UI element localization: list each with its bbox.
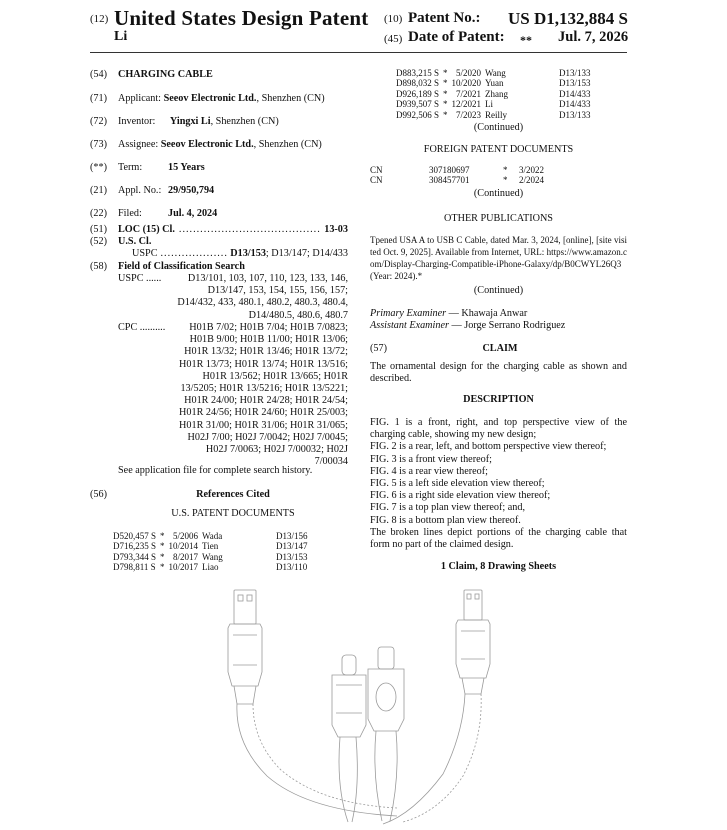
ref-cls: D13/110 [276, 562, 308, 573]
inventor-surname: Li [114, 29, 128, 44]
cpc-class-line: H01R 13/562; H01R 13/665; H01R [202, 370, 348, 382]
patent-number: US D1,132,884 S [508, 9, 628, 28]
ref-num: D939,507 S [396, 99, 440, 110]
ref-star: * [160, 531, 165, 541]
ref-name: Zhang [485, 88, 509, 99]
ref-cls: D13/147 [276, 541, 308, 552]
assignee-location: , Shenzhen (CN) [253, 139, 322, 150]
claim-code: (57) [370, 343, 387, 354]
ref-num: D992,506 S [396, 109, 440, 120]
kind-code-10: (10) [384, 13, 403, 25]
cpc-class-line: H01R 13/32; H01R 13/46; H01R 13/72; [184, 346, 348, 358]
date-mark: ** [520, 33, 532, 47]
us-reference-row [394, 68, 593, 78]
ref-cls: D13/133 [559, 68, 591, 78]
us-reference-row [394, 89, 593, 99]
ref-date: 7/2021 [456, 88, 482, 99]
date-label: Date of Patent: [408, 29, 505, 45]
cpc-class-line: 13/5205; H01R 13/5216; H01R 13/5221; [180, 383, 348, 395]
ref-date: 10/2017 [168, 562, 199, 573]
ref-date: 5/2006 [173, 531, 199, 541]
field-cpc-list [150, 322, 348, 468]
field-label: Field of Classification Search [118, 261, 245, 272]
figure-description-line: FIG. 3 is a front view thereof; [370, 453, 492, 465]
ref-cls: D13/153 [276, 551, 308, 562]
inventor-label: Inventor: [118, 116, 156, 127]
us-reference-row [111, 562, 310, 572]
term-value: 15 Years [168, 162, 205, 173]
ref-name: Reilly [485, 109, 508, 120]
ref-cls: D14/433 [559, 99, 591, 110]
filed-label: Filed: [118, 208, 142, 219]
ref-star: * [443, 68, 448, 78]
figure-description-line: FIG. 2 is a rear, left, and bottom perspective view thereof; [370, 441, 607, 453]
patent-date: Jul. 7, 2026 [558, 29, 629, 45]
uspc-rest: ; D13/147; D14/433 [265, 248, 348, 259]
uspc-label: USPC [132, 248, 158, 259]
term-label: Term: [118, 162, 143, 173]
ref-name: Wang [202, 551, 223, 562]
inventor-line [118, 116, 279, 128]
claim-title: CLAIM [482, 343, 518, 354]
ref-date: 2/2024 [519, 175, 545, 186]
ref-date: 3/2022 [519, 165, 545, 175]
figure-description-line: FIG. 6 is a right side elevation view thereof; [370, 490, 551, 502]
loc-label: LOC (15) Cl. [118, 224, 175, 235]
ref-star: * [503, 175, 508, 186]
figure-description-line: The broken lines depict portions of the charging cable that form no part of the claimed design. [370, 526, 627, 551]
cpc-class-line: H02J 7/0063; H02J 7/00032; H02J [205, 444, 348, 456]
description-title: DESCRIPTION [463, 394, 534, 405]
field-uspc-label: USPC ...... [118, 273, 162, 284]
ref-num: D793,344 S [113, 551, 157, 562]
claims-sheets: 1 Claim, 8 Drawing Sheets [440, 561, 557, 572]
loc-value: 13-03 [324, 224, 348, 235]
foreign-reference-row [368, 165, 546, 175]
ref-date: 10/2014 [168, 541, 199, 552]
us-reference-row [394, 110, 593, 120]
continued-1: (Continued) [473, 122, 524, 133]
ref-num: D716,235 S [113, 541, 157, 552]
cable-drawing [200, 585, 540, 830]
patent-type-title: United States Design Patent [114, 6, 369, 30]
us-references-table [111, 531, 310, 573]
ref-cls: D14/433 [559, 88, 591, 99]
ref-cls: D13/153 [559, 78, 591, 89]
primary-examiner-name: — Khawaja Anwar [446, 308, 528, 319]
ref-cls: D13/156 [276, 531, 308, 541]
ref-name: Yuan [485, 78, 504, 89]
ref-num: 307180697 [429, 165, 470, 175]
inventor-location: , Shenzhen (CN) [210, 116, 279, 127]
cpc-class-line: 7/00034 [314, 456, 348, 468]
term-code: (**) [90, 162, 107, 173]
ref-date: 5/2020 [456, 68, 482, 78]
continued-2: (Continued) [473, 188, 524, 199]
loc-leader [179, 224, 320, 236]
loc-line [118, 224, 348, 236]
ref-num: D926,189 S [396, 88, 440, 99]
filed-code: (22) [90, 208, 107, 219]
assistant-examiner-label: Assistant Examiner [370, 320, 449, 331]
ref-num: D520,457 S [113, 531, 157, 541]
foreign-docs-title: FOREIGN PATENT DOCUMENTS [423, 144, 574, 155]
ref-name: Wang [485, 68, 506, 78]
us-reference-row [111, 531, 310, 541]
uspc-leader [160, 248, 227, 260]
ref-cls: D13/133 [559, 109, 591, 120]
title-code: (54) [90, 69, 107, 80]
cpc-class-line: H01R 24/00; H01R 24/28; H01R 24/54; [184, 395, 348, 407]
figure-descriptions [370, 417, 627, 551]
primary-examiner-label: Primary Examiner [370, 308, 447, 319]
uspc-class-line: D13/101, 103, 107, 110, 123, 133, 146, [187, 273, 348, 284]
usb-plug-right [383, 590, 490, 824]
assignee-label: Assignee: [118, 139, 159, 150]
invention-title: CHARGING CABLE [118, 69, 213, 80]
us-docs-title: U.S. PATENT DOCUMENTS [171, 508, 295, 519]
cpc-class-line: H01B 9/00; H01B 11/00; H01R 13/06; [189, 334, 348, 346]
assistant-examiner-name: — Jorge Serrano Rodriguez [448, 320, 566, 331]
cpc-class-line: H01R 13/73; H01R 13/74; H01R 13/516; [179, 358, 348, 370]
ref-star: * [160, 541, 165, 552]
kind-code-12: (12) [90, 13, 109, 25]
field-code: (58) [90, 261, 107, 272]
figure-description-line: FIG. 7 is a top plan view thereof; and, [370, 502, 526, 514]
patent-no-label: Patent No.: [408, 10, 481, 26]
cpc-class-line: H01R 24/56; H01R 24/60; H01R 25/003; [179, 407, 348, 419]
assignee-line [118, 139, 322, 151]
usb-a-plug-left [228, 590, 397, 816]
primary-examiner [370, 308, 527, 320]
other-pubs-text: Tpened USA A to USB C Cable, dated Mar. 3, 2024, [online], [site visited Oct. 9, 2025]. Available from Internet, URL: https://www.amazon.com/Display-Charging-Compatible-iPhone-Galaxy/dp/B0CWYL26Q3 (Year: 2024).* [370, 235, 627, 281]
uscl-label: U.S. Cl. [118, 236, 152, 247]
ref-date: 7/2023 [456, 109, 482, 120]
continued-3: (Continued) [473, 285, 524, 296]
loc-code: (51) [90, 224, 107, 235]
us-reference-row [111, 541, 310, 551]
filed-value: Jul. 4, 2024 [168, 208, 218, 219]
other-pubs-title: OTHER PUBLICATIONS [444, 213, 553, 224]
uspc-main: D13/153 [230, 248, 266, 259]
ref-star: * [443, 109, 448, 120]
cpc-class-line: H01B 7/02; H01B 7/04; H01B 7/0823; [189, 322, 348, 333]
ref-star: * [503, 165, 508, 175]
appl-label: Appl. No.: [118, 185, 162, 196]
assignee-code: (73) [90, 139, 107, 150]
ref-num: D798,811 S [113, 562, 156, 573]
applicant-name: Seeov Electronic Ltd. [163, 93, 257, 104]
usb-plug-middle [368, 647, 404, 821]
refs-code: (56) [90, 489, 107, 500]
ref-cc: CN [370, 175, 383, 186]
ref-star: * [443, 78, 448, 89]
header-rule [90, 52, 627, 53]
ref-name: Li [485, 99, 494, 110]
field-cpc-label: CPC .......... [118, 322, 166, 333]
inventor-name: Yingxi Li [169, 116, 211, 127]
cpc-class-line: H01R 31/00; H01R 31/06; H01R 31/065; [179, 419, 348, 431]
figure-description-line: FIG. 1 is a front, right, and top perspective view of the charging cable, showing my new design; [370, 417, 627, 441]
figure-description-line: FIG. 5 is a left side elevation view thereof; [370, 478, 545, 490]
ref-name: Liao [202, 562, 219, 573]
us-references-continued [394, 68, 593, 120]
assignee-name: Seeov Electronic Ltd. [160, 139, 254, 150]
foreign-references-table [368, 165, 546, 186]
ref-name: Tien [202, 541, 219, 552]
ref-num: D883,215 S [396, 68, 440, 78]
uscl-code: (52) [90, 236, 107, 247]
ref-date: 12/2021 [451, 99, 482, 110]
us-reference-row [394, 78, 593, 88]
ref-star: * [160, 551, 165, 562]
ref-cc: CN [370, 165, 383, 175]
ref-star: * [160, 562, 165, 573]
ref-star: * [443, 88, 448, 99]
appl-code: (21) [90, 185, 107, 196]
uspc-line [132, 248, 348, 260]
figure-description-line: FIG. 8 is a bottom plan view thereof. [370, 514, 521, 526]
claim-text: The ornamental design for the charging cable as shown and described. [370, 361, 627, 385]
appl-value: 29/950,794 [168, 185, 215, 196]
foreign-reference-row [368, 175, 546, 185]
applicant-code: (71) [90, 93, 107, 104]
ref-star: * [443, 99, 448, 110]
ref-date: 10/2020 [451, 78, 482, 89]
ref-name: Wada [202, 531, 223, 541]
cpc-class-line: H02J 7/00; H02J 7/0042; H02J 7/0045; [187, 431, 348, 443]
ref-num: 308457701 [429, 175, 470, 186]
refs-title: References Cited [196, 489, 270, 500]
assistant-examiner [370, 320, 565, 332]
inventor-code: (72) [90, 116, 107, 127]
applicant-label: Applicant: [118, 93, 162, 104]
usb-c-plug-center [332, 655, 366, 822]
ref-num: D898,032 S [396, 78, 440, 89]
see-application-note: See application file for complete search history. [118, 465, 313, 476]
kind-code-45: (45) [384, 33, 403, 45]
applicant-location: , Shenzhen (CN) [256, 93, 325, 104]
uspc-class-line: D13/147, 153, 154, 155, 156, 157; [207, 285, 348, 297]
us-reference-row [394, 99, 593, 109]
uspc-class-line: D14/480.5, 480.6, 480.7 [248, 309, 348, 321]
ref-date: 8/2017 [173, 551, 199, 562]
uspc-class-line: D14/432, 433, 480.1, 480.2, 480.3, 480.4, [177, 297, 348, 309]
figure-description-line: FIG. 4 is a rear view thereof; [370, 465, 488, 477]
us-reference-row [111, 552, 310, 562]
applicant-line [118, 93, 325, 105]
field-uspc-list [150, 273, 348, 322]
